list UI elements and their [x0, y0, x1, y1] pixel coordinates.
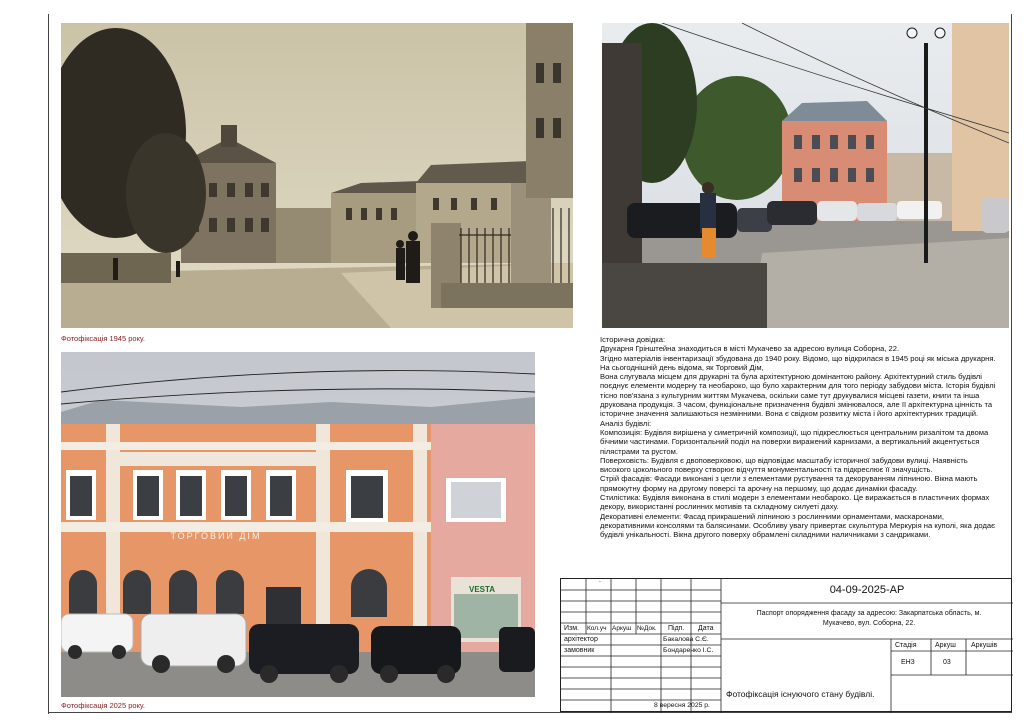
header-pidp: Підп.: [668, 625, 685, 632]
history-line: Вона слугувала місцем для друкарні та була архітектурною домінантою району. Архітектурний стиль будівлі поєднує елементи модерну та необароко, що було характерним для того періоду забудови міста. Історія будівлі тісно пов'язана з культурним життям Мукачева, оскільки саме тут друкувалися місцеві газети, книги та інша друкована продукція. З часом, функціональне призначення будівлі змінювалося, але її архітектурна цінність та історичне значення залишаються незмінними. Вона є свідком розвитку міста і його архітектурних традицій.: [600, 372, 996, 419]
header-kol: Кол.уч: [587, 625, 607, 632]
photo-1945-caption: Фотофіксація 1945 року.: [61, 334, 146, 343]
stamp-date: 8 вересня 2025 р.: [654, 702, 710, 709]
doc-code: 04-09-2025-АР: [829, 584, 905, 596]
facade-sign: ТОРГОВИЙ ДІМ: [170, 531, 262, 541]
history-text: [600, 335, 1000, 540]
history-line: Згідно матеріалів інвентаризації збудована до 1940 року. Відомо, що відкрилася в 1945 році як міська друкарня. На сьогоднішній день відома, як Торговий Дім,: [600, 353, 996, 372]
history-line: Декоративні елементи: Фасад прикрашений ліпниною з рослинними орнаментами, маскаронами, декоративними консолями та балясинами. Особливу увагу привертає скульптура Меркурія на куполі, яка додає будівлі унікальності. Вікна другого поверху обрамлені складними наличниками з сандриками.: [600, 511, 995, 540]
role-client: замовник: [564, 647, 595, 654]
photo-street-2025: [602, 23, 1009, 328]
title-block: [560, 578, 1012, 712]
stage-label: Стадія: [895, 642, 917, 649]
shop-sign: VESTA: [469, 585, 496, 594]
sheets-label: Аркушів: [971, 642, 998, 649]
history-line: Стрій фасадів: Фасади виконані з цегли з елементами рустування та декоруванням ліпниною. Вікна мають прямокутну форму на другому поверсі та арочну на першому, що додає динаміки фасаду.: [600, 474, 978, 493]
project-title: Паспорт опорядження фасаду за адресою: Закарпатська область, м. Мукачево, вул. Соборна, 22.: [756, 610, 982, 627]
header-izm: Изм.: [564, 625, 579, 632]
stamp-dot: .: [599, 577, 601, 584]
history-line: Композиція: Будівля вирішена у симетричній композиції, що підкреслюється центральним ризалітом та двома бічними частинами. Горизонтальний поділ на поверхи виражений карнизами, а вертикальний акцентується пілястрами та рустом.: [600, 427, 989, 456]
name-architect: Бакалова С.Є.: [663, 636, 709, 643]
history-line: Поверховість: Будівля є двоповерховою, що відповідає масштабу історичної забудови вулиці. Наявність високого цокольного поверху створює відчуття монументальності та підкреслює її значущість.: [600, 455, 968, 475]
stage-value: ЕН3: [901, 659, 915, 666]
sheet-title: Фотофіксація існуючого стану будівлі.: [726, 689, 875, 699]
role-architect: архітектор: [564, 636, 598, 643]
sheet-value: 03: [943, 659, 951, 666]
history-line: Історична довідка:: [600, 335, 666, 344]
history-line: Друкарня Грінштейна знаходиться в місті Мукачево за адресою вулиця Соборна, 22.: [600, 344, 900, 354]
header-arkush: Аркуш: [612, 625, 632, 632]
sheet-label: Аркуш: [935, 642, 956, 649]
photo-2025-caption: Фотофіксація 2025 року.: [61, 701, 146, 710]
header-ndok: №Док.: [637, 625, 657, 632]
history-line: Аналіз будівлі:: [600, 418, 652, 428]
header-data: Дата: [698, 625, 714, 632]
history-line: Стилістика: Будівля виконана в стилі модерн з елементами необароко. Це виражається в пластичних формах декору, використанні рослинних мотивів та складному силуеті даху.: [600, 493, 990, 512]
photo-facade-2025: [61, 352, 535, 697]
name-client: Бондаренко І.С.: [663, 647, 714, 654]
left-border-line: [48, 14, 49, 714]
photo-1945: [61, 23, 573, 328]
